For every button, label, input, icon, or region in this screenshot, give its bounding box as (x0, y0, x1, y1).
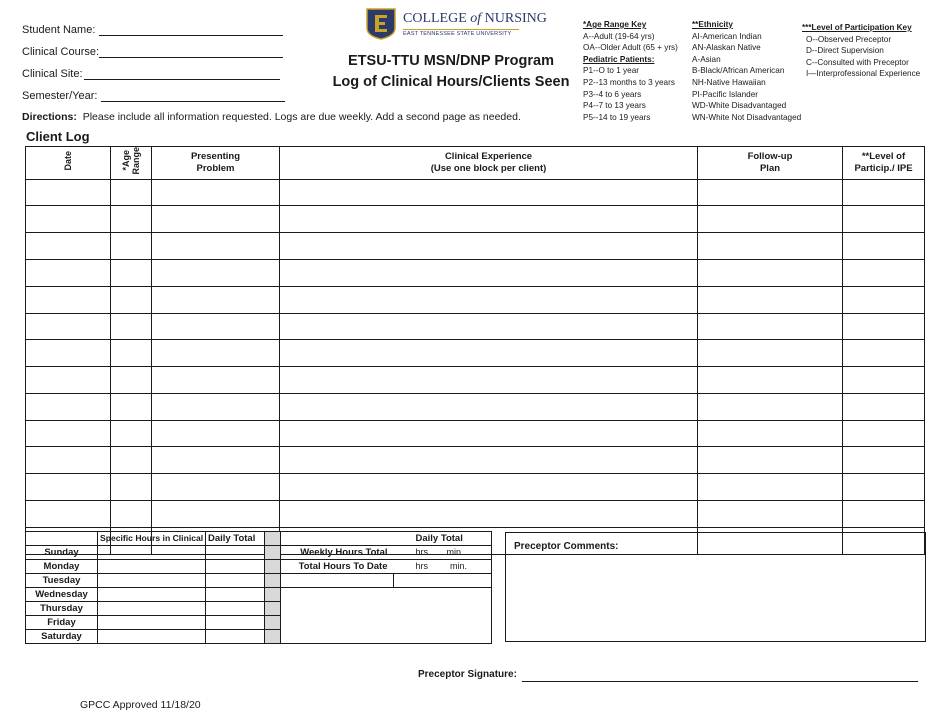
client-log-title: Client Log (26, 129, 90, 144)
ethnicity-item: A-Asian (692, 54, 721, 64)
clinical-site-field[interactable] (84, 79, 280, 80)
table-cell[interactable] (698, 233, 843, 260)
age-key-older-adult: OA--Older Adult (65 + yrs) (583, 43, 678, 53)
table-cell[interactable] (152, 313, 280, 340)
hours-input-cell[interactable] (98, 574, 206, 588)
table-cell[interactable] (111, 447, 152, 474)
gray-separator (265, 560, 281, 574)
etsu-shield-logo-icon (366, 8, 396, 40)
table-cell[interactable] (152, 340, 280, 367)
day-label: Sunday (26, 546, 98, 560)
specific-hours-header: Specific Hours in Clinical (98, 532, 206, 546)
table-row (26, 313, 925, 340)
clinical-course-field[interactable] (99, 57, 283, 58)
table-cell[interactable] (698, 474, 843, 501)
participation-item: D--Direct Supervision (806, 46, 884, 56)
table-row (26, 420, 925, 447)
ethnicity-item: AI-American Indian (692, 31, 762, 41)
table-row (26, 367, 925, 394)
hours-input-cell[interactable] (98, 546, 206, 560)
table-cell[interactable] (280, 286, 698, 313)
table-cell[interactable] (698, 206, 843, 233)
ethnicity-item: B-Black/African American (692, 66, 785, 76)
table-cell[interactable] (26, 340, 111, 367)
hours-day-row (26, 574, 492, 588)
table-cell[interactable] (843, 206, 925, 233)
table-cell[interactable] (698, 179, 843, 206)
table-cell[interactable] (111, 474, 152, 501)
hours-day-row (26, 560, 492, 574)
table-cell[interactable] (843, 259, 925, 286)
table-cell[interactable] (698, 313, 843, 340)
table-cell[interactable] (26, 447, 111, 474)
daily-total-cell[interactable] (206, 574, 265, 588)
gray-separator (265, 616, 281, 630)
table-cell[interactable] (26, 474, 111, 501)
student-name-label: Student Name: (22, 24, 96, 36)
table-cell[interactable] (280, 474, 698, 501)
age-range-key (583, 19, 678, 123)
hours-input-cell[interactable] (98, 602, 206, 616)
table-cell[interactable] (698, 286, 843, 313)
table-cell[interactable] (843, 179, 925, 206)
day-label: Saturday (26, 630, 98, 644)
pediatric-item: P2--13 months to 3 years (583, 77, 675, 87)
student-name-field[interactable] (99, 35, 283, 36)
table-cell[interactable] (152, 501, 280, 528)
table-cell[interactable] (111, 286, 152, 313)
table-cell[interactable] (698, 393, 843, 420)
ethnicity-item: NH-Native Hawaiian (692, 77, 766, 87)
daily-total-header: Daily Total (206, 532, 265, 546)
gray-separator (265, 602, 281, 616)
ethnicity-item: AN-Alaskan Native (692, 43, 761, 53)
table-cell[interactable] (152, 393, 280, 420)
table-row (26, 393, 925, 420)
table-cell[interactable] (152, 447, 280, 474)
table-cell[interactable] (152, 233, 280, 260)
table-cell[interactable] (26, 420, 111, 447)
table-cell[interactable] (26, 206, 111, 233)
daily-total-cell[interactable] (206, 616, 265, 630)
table-cell[interactable] (26, 501, 111, 528)
participation-key (802, 22, 920, 80)
blank-cell (394, 616, 492, 630)
blank-cell (394, 630, 492, 644)
table-cell[interactable] (280, 179, 698, 206)
table-cell[interactable] (280, 233, 698, 260)
blank-cell (281, 602, 394, 616)
table-cell[interactable] (698, 420, 843, 447)
participation-key-header: ***Level of Participation Key (802, 23, 912, 32)
clinical-course-label: Clinical Course: (22, 46, 100, 58)
ethnicity-item: PI-Pacific Islander (692, 89, 758, 99)
weekly-hours-cell[interactable]: hrs. min. (394, 546, 492, 560)
age-range-header: *Age Range (111, 147, 152, 180)
client-log-header-row (26, 147, 925, 180)
hours-header-row (26, 532, 492, 546)
table-cell[interactable] (26, 179, 111, 206)
day-label: Wednesday (26, 588, 98, 602)
blank-cell (281, 588, 394, 602)
table-cell[interactable] (152, 259, 280, 286)
hours-day-row (26, 602, 492, 616)
table-cell[interactable] (843, 393, 925, 420)
pediatric-item: P4--7 to 13 years (583, 101, 646, 111)
daily-total-cell[interactable] (206, 546, 265, 560)
directions-label: Directions: (22, 111, 77, 123)
blank-cell (281, 574, 394, 588)
participation-item: O--Observed Preceptor (806, 34, 892, 44)
semester-year-label: Semester/Year: (22, 90, 98, 102)
gray-separator (265, 630, 281, 644)
table-cell[interactable] (280, 501, 698, 528)
table-cell[interactable] (843, 340, 925, 367)
table-cell[interactable] (111, 501, 152, 528)
pediatric-item: P3--4 to 6 years (583, 89, 642, 99)
ethnicity-key-header: **Ethnicity (692, 20, 733, 29)
table-cell[interactable] (26, 233, 111, 260)
table-row (26, 206, 925, 233)
blank-cell (281, 616, 394, 630)
table-row (26, 179, 925, 206)
table-cell[interactable] (280, 259, 698, 286)
table-cell[interactable] (152, 420, 280, 447)
table-cell[interactable] (26, 393, 111, 420)
table-cell[interactable] (111, 206, 152, 233)
hours-input-cell[interactable] (98, 630, 206, 644)
hours-day-row (26, 546, 492, 560)
table-row (26, 501, 925, 528)
participation-item: C--Consulted with Preceptor (806, 57, 909, 67)
day-header-cell (26, 532, 98, 546)
program-title: ETSU-TTU MSN/DNP Program (348, 53, 554, 69)
blank-cell (281, 630, 394, 644)
preceptor-comments-label: Preceptor Comments: (514, 541, 619, 552)
semester-year-field[interactable] (101, 101, 285, 102)
hours-day-row (26, 588, 492, 602)
day-label: Friday (26, 616, 98, 630)
pediatric-item: P1--O to 1 year (583, 66, 639, 76)
logo-rule (403, 29, 519, 30)
participation-item: I—Interprofessional Experience (806, 69, 921, 79)
gray-separator (265, 532, 281, 546)
hours-input-cell[interactable] (98, 560, 206, 574)
table-cell[interactable] (843, 233, 925, 260)
table-cell[interactable] (111, 393, 152, 420)
ethnicity-key (692, 19, 801, 123)
hours-day-row (26, 616, 492, 630)
ethnicity-item: WN-White Not Disadvantaged (692, 112, 802, 122)
hours-day-row (26, 630, 492, 644)
clinical-site-label: Clinical Site: (22, 68, 83, 80)
table-cell[interactable] (111, 420, 152, 447)
table-cell[interactable] (698, 340, 843, 367)
table-cell[interactable] (843, 447, 925, 474)
preceptor-signature-field[interactable] (522, 681, 918, 682)
table-cell[interactable] (843, 501, 925, 528)
gray-separator (265, 574, 281, 588)
pediatric-header: Pediatric Patients: (583, 54, 655, 64)
blank-cell (394, 588, 492, 602)
gray-separator (265, 546, 281, 560)
table-row (26, 286, 925, 313)
table-cell[interactable] (26, 367, 111, 394)
pediatric-item: P5--14 to 19 years (583, 112, 651, 122)
table-cell[interactable] (280, 393, 698, 420)
log-title: Log of Clinical Hours/Clients Seen (332, 74, 570, 90)
table-cell[interactable] (280, 340, 698, 367)
directions-text: Please include all information requested. Logs are due weekly. Add a second page as needed. (82, 111, 521, 123)
college-of-nursing-wordmark: COLLEGE of NURSING (403, 11, 547, 26)
table-cell[interactable] (111, 313, 152, 340)
table-cell[interactable] (26, 286, 111, 313)
preceptor-signature-label: Preceptor Signature: (418, 669, 517, 680)
gray-separator (265, 588, 281, 602)
hours-input-cell[interactable] (98, 588, 206, 602)
total-hours-cell[interactable]: hrs min. (394, 560, 492, 574)
table-cell[interactable] (111, 179, 152, 206)
table-cell[interactable] (280, 313, 698, 340)
daily-total-cell[interactable] (206, 630, 265, 644)
clinical-hours-table (25, 531, 492, 644)
table-cell[interactable] (843, 313, 925, 340)
table-cell[interactable] (152, 474, 280, 501)
table-cell[interactable] (152, 179, 280, 206)
day-label: Tuesday (26, 574, 98, 588)
table-cell[interactable] (280, 447, 698, 474)
table-cell[interactable] (280, 367, 698, 394)
presenting-problem-header: Presenting Problem (152, 147, 280, 180)
table-cell[interactable] (26, 313, 111, 340)
university-name: EAST TENNESSEE STATE UNIVERSITY (403, 31, 512, 37)
day-label: Monday (26, 560, 98, 574)
preceptor-comments-box[interactable] (505, 532, 926, 642)
table-row (26, 233, 925, 260)
table-cell[interactable] (843, 286, 925, 313)
client-log-table (25, 146, 925, 555)
table-cell[interactable] (152, 286, 280, 313)
hours-input-cell[interactable] (98, 616, 206, 630)
table-cell[interactable] (26, 259, 111, 286)
daily-total-cell[interactable] (206, 560, 265, 574)
follow-up-plan-header: Follow-up Plan (698, 147, 843, 180)
approval-footer: GPCC Approved 11/18/20 (80, 699, 201, 711)
table-cell[interactable] (843, 474, 925, 501)
table-row (26, 340, 925, 367)
right-daily-total-header: Daily Total (394, 532, 492, 546)
ethnicity-item: WD-White Disadvantaged (692, 101, 787, 111)
table-cell[interactable] (111, 233, 152, 260)
blank-cell (394, 602, 492, 616)
blank-cell[interactable] (394, 574, 492, 588)
table-cell[interactable] (698, 367, 843, 394)
table-cell[interactable] (280, 206, 698, 233)
table-cell[interactable] (843, 420, 925, 447)
daily-total-cell[interactable] (206, 588, 265, 602)
table-row (26, 447, 925, 474)
clinical-experience-header: Clinical Experience (Use one block per client) (280, 147, 698, 180)
table-cell[interactable] (111, 259, 152, 286)
table-cell[interactable] (280, 420, 698, 447)
date-header: Date (26, 147, 111, 180)
weekly-hours-label: Weekly Hours Total (281, 546, 394, 560)
age-key-header: *Age Range Key (583, 20, 647, 29)
table-row (26, 474, 925, 501)
daily-total-cell[interactable] (206, 602, 265, 616)
age-key-adult: A--Adult (19-64 yrs) (583, 31, 655, 41)
blank-cell (281, 532, 394, 546)
table-cell[interactable] (152, 206, 280, 233)
day-label: Thursday (26, 602, 98, 616)
total-hours-label: Total Hours To Date (281, 560, 394, 574)
table-cell[interactable] (152, 367, 280, 394)
directions (22, 111, 521, 123)
table-cell[interactable] (698, 447, 843, 474)
table-row (26, 259, 925, 286)
table-cell[interactable] (698, 501, 843, 528)
table-cell[interactable] (698, 259, 843, 286)
table-cell[interactable] (111, 367, 152, 394)
table-cell[interactable] (843, 367, 925, 394)
level-participation-header: **Level of Particip./ IPE (843, 147, 925, 180)
table-cell[interactable] (111, 340, 152, 367)
